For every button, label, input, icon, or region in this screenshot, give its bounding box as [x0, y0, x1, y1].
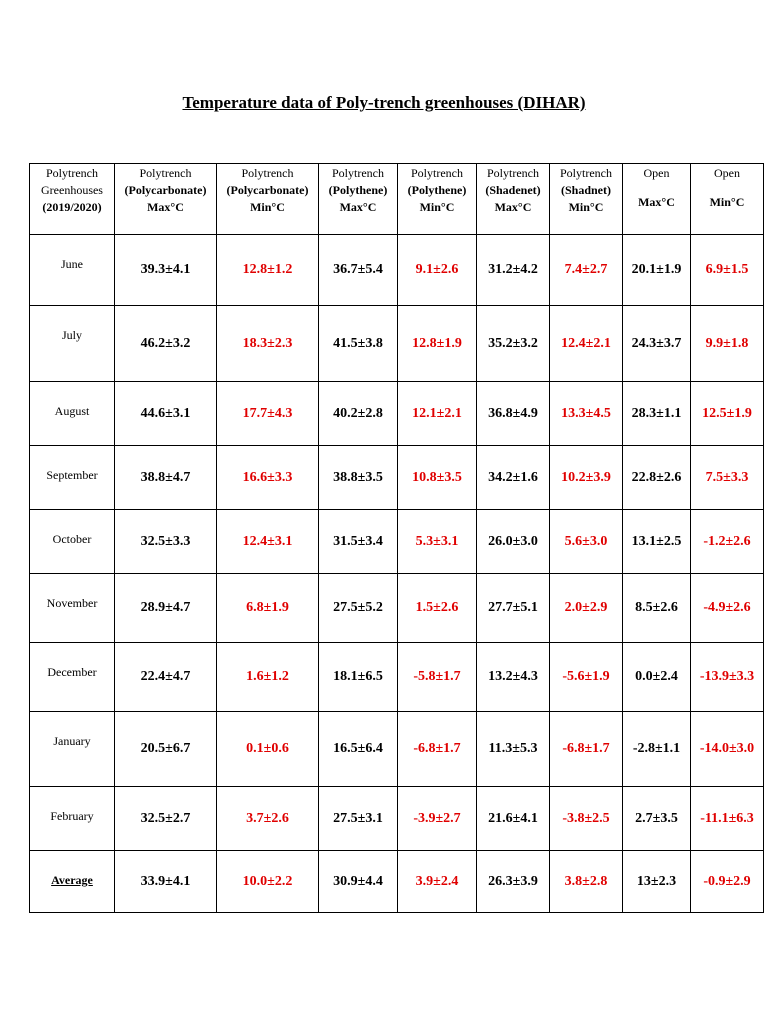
max-temp-cell: 11.3±5.3 — [477, 712, 550, 787]
header-line-3: Min°C — [419, 200, 455, 214]
min-temp-cell: -3.8±2.5 — [550, 787, 623, 851]
min-temp-cell: 12.4±2.1 — [550, 306, 623, 382]
header-row — [30, 164, 764, 235]
max-temp-cell: 33.9±4.1 — [115, 851, 217, 913]
max-temp-cell: -2.8±1.1 — [623, 712, 691, 787]
max-temp-cell: 16.5±6.4 — [319, 712, 398, 787]
header-line-3: Min°C — [709, 195, 745, 209]
min-temp-cell: 6.9±1.5 — [691, 235, 764, 306]
max-temp-cell: 13.1±2.5 — [623, 510, 691, 574]
header-cell — [30, 164, 115, 235]
max-temp-cell: 36.8±4.9 — [477, 382, 550, 446]
min-temp-cell: 3.8±2.8 — [550, 851, 623, 913]
min-temp-cell: 5.3±3.1 — [398, 510, 477, 574]
header-line-3: (2019/2020) — [42, 200, 102, 214]
min-temp-cell: 9.1±2.6 — [398, 235, 477, 306]
month-cell: September — [30, 446, 115, 510]
max-temp-cell: 21.6±4.1 — [477, 787, 550, 851]
min-temp-cell: 12.4±3.1 — [217, 510, 319, 574]
min-temp-cell: 16.6±3.3 — [217, 446, 319, 510]
header-cell — [217, 164, 319, 235]
table-row — [30, 510, 764, 574]
min-temp-cell: 1.6±1.2 — [217, 643, 319, 712]
min-temp-cell: 5.6±3.0 — [550, 510, 623, 574]
max-temp-cell: 31.5±3.4 — [319, 510, 398, 574]
min-temp-cell: 6.8±1.9 — [217, 574, 319, 643]
header-cell — [691, 164, 764, 235]
max-temp-cell: 26.0±3.0 — [477, 510, 550, 574]
header-line-2: Greenhouses — [41, 183, 103, 197]
header-line-3: Min°C — [250, 200, 285, 214]
min-temp-cell: 7.4±2.7 — [550, 235, 623, 306]
max-temp-cell: 32.5±2.7 — [115, 787, 217, 851]
header-line-1: Open — [714, 166, 740, 180]
min-temp-cell: 9.9±1.8 — [691, 306, 764, 382]
header-line-1: Polytrench — [332, 166, 384, 180]
month-cell: June — [30, 235, 115, 306]
header-cell — [550, 164, 623, 235]
table-row — [30, 712, 764, 787]
min-temp-cell: 18.3±2.3 — [217, 306, 319, 382]
max-temp-cell: 24.3±3.7 — [623, 306, 691, 382]
max-temp-cell: 27.5±3.1 — [319, 787, 398, 851]
max-temp-cell: 39.3±4.1 — [115, 235, 217, 306]
max-temp-cell: 27.7±5.1 — [477, 574, 550, 643]
header-line-1: Polytrench — [487, 166, 539, 180]
min-temp-cell: 0.1±0.6 — [217, 712, 319, 787]
min-temp-cell: -0.9±2.9 — [691, 851, 764, 913]
min-temp-cell: -11.1±6.3 — [691, 787, 764, 851]
table-row — [30, 574, 764, 643]
max-temp-cell: 41.5±3.8 — [319, 306, 398, 382]
month-cell: July — [30, 306, 115, 382]
max-temp-cell: 31.2±4.2 — [477, 235, 550, 306]
max-temp-cell: 8.5±2.6 — [623, 574, 691, 643]
header-cell — [115, 164, 217, 235]
month-cell: December — [30, 643, 115, 712]
table-row — [30, 306, 764, 382]
min-temp-cell: -5.8±1.7 — [398, 643, 477, 712]
max-temp-cell: 30.9±4.4 — [319, 851, 398, 913]
table-row — [30, 235, 764, 306]
max-temp-cell: 13.2±4.3 — [477, 643, 550, 712]
max-temp-cell: 27.5±5.2 — [319, 574, 398, 643]
max-temp-cell: 40.2±2.8 — [319, 382, 398, 446]
header-line-3: Max°C — [147, 200, 184, 214]
min-temp-cell: 12.5±1.9 — [691, 382, 764, 446]
min-temp-cell: -4.9±2.6 — [691, 574, 764, 643]
header-cell — [398, 164, 477, 235]
header-line-1: Polytrench — [241, 166, 294, 180]
temperature-table — [29, 163, 764, 913]
min-temp-cell: -13.9±3.3 — [691, 643, 764, 712]
header-line-2: (Shadnet) — [560, 183, 611, 197]
min-temp-cell: 7.5±3.3 — [691, 446, 764, 510]
average-row — [30, 851, 764, 913]
min-temp-cell: 1.5±2.6 — [398, 574, 477, 643]
min-temp-cell: 10.0±2.2 — [217, 851, 319, 913]
header-line-1: Open — [643, 166, 670, 180]
month-cell: February — [30, 787, 115, 851]
table-row — [30, 446, 764, 510]
header-line-3: Max°C — [339, 200, 377, 214]
month-cell: January — [30, 712, 115, 787]
max-temp-cell: 28.3±1.1 — [623, 382, 691, 446]
max-temp-cell: 2.7±3.5 — [623, 787, 691, 851]
header-line-1: Polytrench — [139, 166, 192, 180]
max-temp-cell: 22.4±4.7 — [115, 643, 217, 712]
header-line-2: (Polycarbonate) — [226, 183, 309, 197]
max-temp-cell: 20.5±6.7 — [115, 712, 217, 787]
min-temp-cell: -6.8±1.7 — [550, 712, 623, 787]
header-line-1: Polytrench — [46, 166, 98, 180]
max-temp-cell: 18.1±6.5 — [319, 643, 398, 712]
table-row — [30, 787, 764, 851]
header-line-2: (Shadenet) — [485, 183, 541, 197]
table-row — [30, 643, 764, 712]
header-line-3: Max°C — [638, 195, 675, 209]
min-temp-cell: 17.7±4.3 — [217, 382, 319, 446]
min-temp-cell: -14.0±3.0 — [691, 712, 764, 787]
header-line-2: (Polythene) — [407, 183, 467, 197]
min-temp-cell: 2.0±2.9 — [550, 574, 623, 643]
max-temp-cell: 32.5±3.3 — [115, 510, 217, 574]
max-temp-cell: 28.9±4.7 — [115, 574, 217, 643]
min-temp-cell: -6.8±1.7 — [398, 712, 477, 787]
table-row — [30, 382, 764, 446]
header-cell — [623, 164, 691, 235]
min-temp-cell: 10.8±3.5 — [398, 446, 477, 510]
max-temp-cell: 13±2.3 — [623, 851, 691, 913]
max-temp-cell: 46.2±3.2 — [115, 306, 217, 382]
month-cell: Average — [30, 851, 115, 913]
min-temp-cell: -1.2±2.6 — [691, 510, 764, 574]
max-temp-cell: 35.2±3.2 — [477, 306, 550, 382]
month-cell: October — [30, 510, 115, 574]
min-temp-cell: 12.1±2.1 — [398, 382, 477, 446]
header-line-3: Min°C — [568, 200, 604, 214]
max-temp-cell: 36.7±5.4 — [319, 235, 398, 306]
min-temp-cell: 3.7±2.6 — [217, 787, 319, 851]
max-temp-cell: 44.6±3.1 — [115, 382, 217, 446]
max-temp-cell: 34.2±1.6 — [477, 446, 550, 510]
min-temp-cell: 12.8±1.2 — [217, 235, 319, 306]
max-temp-cell: 22.8±2.6 — [623, 446, 691, 510]
min-temp-cell: 13.3±4.5 — [550, 382, 623, 446]
min-temp-cell: 10.2±3.9 — [550, 446, 623, 510]
min-temp-cell: 3.9±2.4 — [398, 851, 477, 913]
max-temp-cell: 0.0±2.4 — [623, 643, 691, 712]
month-cell: November — [30, 574, 115, 643]
max-temp-cell: 38.8±3.5 — [319, 446, 398, 510]
header-line-2: (Polythene) — [328, 183, 388, 197]
max-temp-cell: 20.1±1.9 — [623, 235, 691, 306]
header-line-3: Max°C — [494, 200, 532, 214]
max-temp-cell: 38.8±4.7 — [115, 446, 217, 510]
min-temp-cell: 12.8±1.9 — [398, 306, 477, 382]
page-title: Temperature data of Poly-trench greenhouses (DIHAR) — [182, 93, 586, 112]
max-temp-cell: 26.3±3.9 — [477, 851, 550, 913]
header-cell — [477, 164, 550, 235]
header-line-1: Polytrench — [560, 166, 612, 180]
month-cell: August — [30, 382, 115, 446]
header-cell — [319, 164, 398, 235]
header-line-2: (Polycarbonate) — [124, 183, 207, 197]
min-temp-cell: -5.6±1.9 — [550, 643, 623, 712]
header-line-1: Polytrench — [411, 166, 463, 180]
min-temp-cell: -3.9±2.7 — [398, 787, 477, 851]
